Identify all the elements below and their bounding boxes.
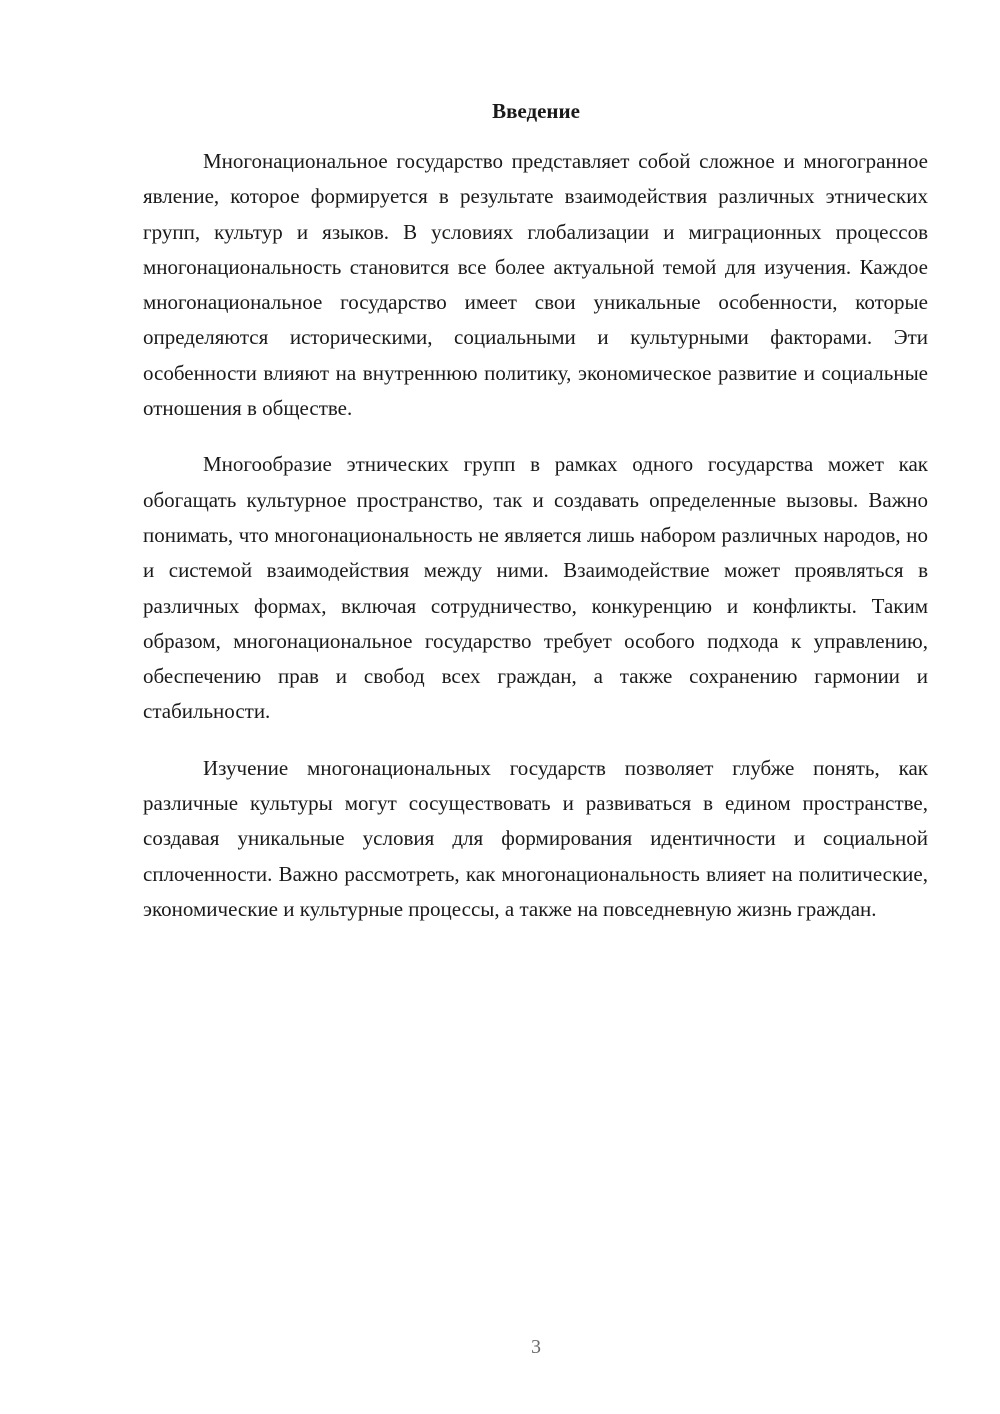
- body-text: [143, 144, 928, 948]
- paragraph-1: Многонациональное государство представляет собой сложное и многогранное явление, которое формируется в результате взаимодействия различных этнических групп, культур и языков. В условиях глобализации и миграционных процессов многонациональность становится все более актуальной темой для изучения. Каждое многонациональное государство имеет свои уникальные особенности, которые определяются историческими, социальными и культурными факторами. Эти особенности влияют на внутреннюю политику, экономическое развитие и социальные отношения в обществе.: [143, 149, 928, 421]
- page-title: Введение: [492, 99, 580, 123]
- paragraph-2: Многообразие этнических групп в рамках одного государства может как обогащать культурное пространство, так и создавать определенные вызовы. Важно понимать, что многонациональность не является лишь набором различных народов, но и системой взаимодействия между ними. Взаимодействие может проявляться в различных формах, включая сотрудничество, конкуренцию и конфликты. Таким образом, многонациональное государство требует особого подхода к управлению, обеспечению прав и свобод всех граждан, а также сохранению гармонии и стабильности.: [143, 452, 928, 724]
- page-number: 3: [531, 1336, 541, 1358]
- paragraph-3: Изучение многонациональных государств позволяет глубже понять, как различные культуры могут сосуществовать и развиваться в едином пространстве, создавая уникальные условия для формирования идентичности и социальной сплоченности. Важно рассмотреть, как многонациональность влияет на политические, экономические и культурные процессы, а также на повседневную жизнь граждан.: [143, 755, 928, 921]
